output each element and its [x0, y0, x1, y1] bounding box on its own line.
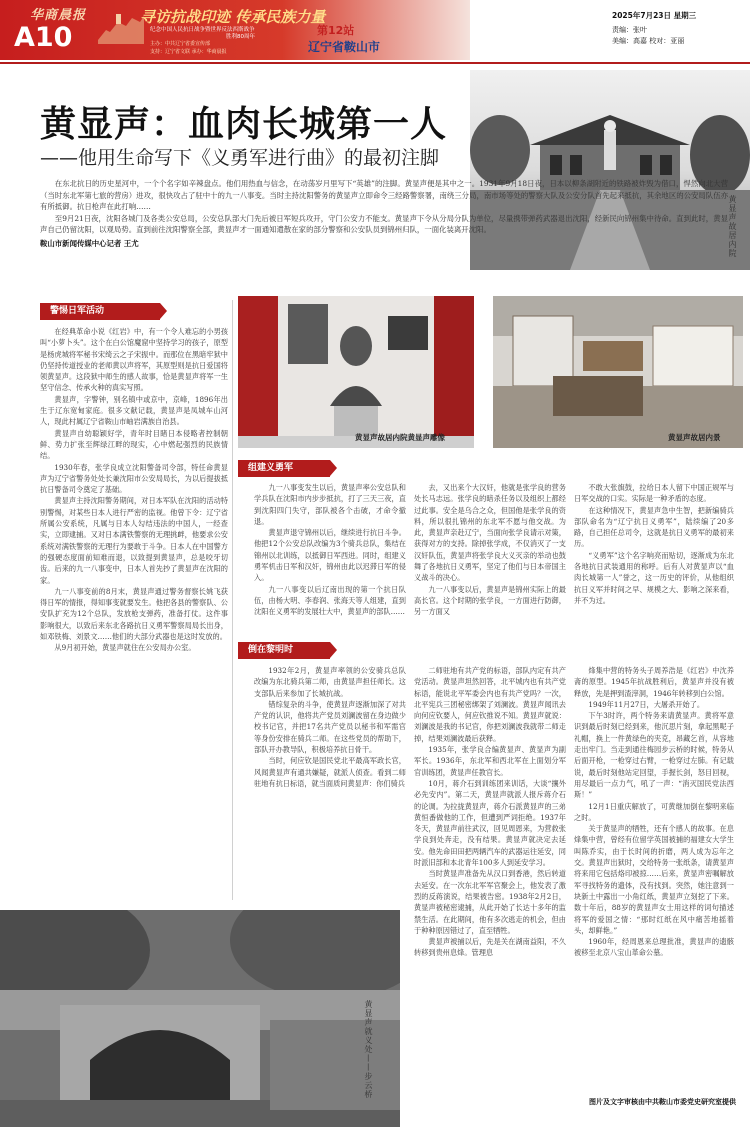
- column-3: [414, 482, 566, 642]
- paragraph: 1930年春，张学良成立沈阳警备司令部，特任命黄显声为辽宁省警务处处长兼沈阳市公安局局长，为以后提拔抵抗日警备司令奠定了基础。: [40, 462, 228, 495]
- caption-statue: 黄显声故居内院黄显声雕像: [355, 433, 445, 442]
- paragraph: 不敢大张旗鼓，拉给日本人留下中国正规军与日军交战的口实。实际是一种矛盾的态度。: [574, 483, 734, 504]
- paragraph: “义勇军”这个名字响亮而贴切，逐渐成为东北各地抗日武装通用的称呼。后有人对黄显声以“血肉长城第一人”誉之，这一历史的评价，从他组织抗日义军并时间之早、规模之大、影响之深来看，并不为过。: [574, 550, 734, 605]
- caption-interior: 黄显声故居内景: [668, 433, 721, 442]
- paragraph: 1949年11月27日，大屠杀开始了。: [588, 699, 705, 709]
- section-heading-2: 组建义勇军: [238, 460, 330, 477]
- page-number: A10: [14, 22, 73, 53]
- paragraph: 1935年，张学良合编黄显声、黄显声为副军长。1936年，东北军和西北军在上面划分军官训练团，黄显声任教官长。: [414, 745, 566, 777]
- statue-photo: [238, 296, 474, 448]
- column-7: [574, 665, 734, 1095]
- paragraph: 当时黄显声准备先从汉口到香港，然后转道去延安。在一次东北军军官聚会上，他发表了激烈的反蒋演说，结果被告密。1938年2月2日，黄显声被秘密逮捕，从此开始了长达十多年的监禁生活。在此期间，他有多次逃走的机会，但由于种种原因错过了，直至牺牲。: [414, 869, 566, 935]
- paragraph: 1960年，经周恩来总理批准，黄显声的遗骸被移至北京八宝山革命公墓。: [574, 937, 734, 958]
- lead-paragraph-2: 至9月21日夜，沈阳各城门及各类公安总局，公安总队部大门先后被日军短兵攻开，守门公安力不能支。黄显声下令从分局分队为单位，尽量携带弹药武器退出沈阳，经新民向锦州集中待命。直到此时，黄显声自己仍留沈阳，以观局势。直到前往沈阳警察全部，黄显声才一面通知遣散在家的部分警察和公安队员到锦州归队，一面化装离开沈阳。: [40, 213, 728, 234]
- column-5: [254, 665, 406, 905]
- column-2: [254, 482, 406, 642]
- byline: 鞍山市新闻传媒中心记者 王尤: [40, 238, 139, 248]
- caption-bridge: 黄显声就义处——步云桥: [364, 1000, 373, 1099]
- paragraph: 九一八事变以后辽南出现的第一个抗日队伍，由杨大明、李春润、张海天等人组建，直到沈阳在义勇军的发展壮大中，黄显声的部队……: [254, 584, 406, 617]
- paragraph: 九一八事变以后，黄显声是锦州实际上的最高长官。这个时期的张学良，一方面进行防御，另一方面又: [414, 584, 566, 617]
- paragraph: 黄显声被捕以后，先是关在湖南益阳，不久转移到贵州息烽。管理息: [414, 937, 566, 958]
- editor-line-1: 责编：张叶: [612, 26, 647, 34]
- paragraph: 在这种情况下，黄显声急中生智，把新编骑兵部队命名为“辽宁抗日义勇军”，陆续编了20多路，自己担任总司令，这就是抗日义勇军的最初来历。: [574, 505, 734, 549]
- campaign-sub4: 支持：辽宁省文联 承办：华商晨报: [150, 49, 227, 55]
- paragraph: 九一八事变发生以后，黄显声率公安总队和学兵队在沈阳市内步步抵抗，打了三天三夜，直到沈阳四门失守，部队被各个击破，才命令撤退。: [254, 483, 406, 526]
- caption-courtyard: 黄显声故居内院: [728, 195, 737, 258]
- column-4: [574, 482, 734, 642]
- paragraph: 烽集中营的特务头子周养浩是《红岩》中沈养斋的原型。1945年抗战胜利后，黄显声并没有被释放，先是押到渣滓洞，1946年转移到白公馆。: [574, 666, 734, 698]
- paragraph: 黄显声，字警钟，别名镇中或京中，京峰，1896年出生于辽东宽甸家庭。很多文献记载，黄显声是凤城车山河人，现此村属辽宁省鞍山市岫岩满族自治县。: [40, 394, 228, 427]
- column-1: [40, 326, 228, 881]
- paragraph: 下午3时许，两个特务来请黄显声。黄将军意识到最后时刻已经到来，他沉思片刻，拿起黑呢子礼帽，换上一件黄绿色的夹克，昂藏乞首，从容地走出牢门。当走到通往梅园步云桥的时候，特务从后面开枪，一枪穿过右臂，一枪穿过左肺。有记载说，最后时刻他站定回望，手握长剑，怒目回视，用尽最后一点力气，吼了一声：“消灭国民党法西斯！”: [574, 711, 734, 800]
- masthead: [0, 0, 750, 60]
- column-divider: [232, 300, 233, 900]
- paragraph: 二师驻地有共产党的标语，部队内定有共产党活动。黄显声坦然回答，北平城内也有共产党标语，能说北平军委会内也有共产党吗？一次，北平宪兵三团秘密绑架了刘澜波。黄显声闻讯去向何应钦要人，何应钦推说不知。黄显声就说：刘澜波是我的书记官，你把刘澜波我就带二师走掉，结果刘澜波最后获释。: [414, 666, 566, 743]
- campaign-title: 寻访抗战印迹 传承民族力量: [140, 8, 326, 26]
- paragraph: 黄显声主持沈阳警务期间，对日本军队在沈阳的活动特别警惕，对某些日本人进行严密的监视。他曾下令：辽宁省所属公安系统，凡属与日本人勾结违法的中国人，一经查实，立即逮捕。又对日本满铁警察的无理挑衅，他要求公安系统对满铁警察的无理行为要敢于斗争。日本人在中国警方的强硬态度面前知难而退，以致提到黄显声，总是咬牙切齿。后来的九一八事变中，日本人首先抄了黄显声在沈阳的家。: [40, 496, 228, 585]
- section-heading-3: 倒在黎明时: [238, 642, 330, 659]
- lead-block: [40, 178, 728, 249]
- paragraph: 10月，蒋介石到训练团来训话，大谈“攘外必先安内”。第二天，黄显声就派人报斥蒋介石的论调。为拉拢黄显声，蒋介石派黄显声的三弟黄恒番做他的工作，但遭到严词拒绝。1937年冬天，黄显声前往武汉，回见周恩来，为营救张学良到处奔走，没有结果。黄显声就决定去延安。他先命田田把两辆汽车的武器运往延安，同时派旧部和本北青年100多人到延安学习。: [414, 778, 566, 868]
- stop-badge: 第12站: [317, 24, 355, 37]
- section-heading-1: 警惕日军活动: [40, 303, 160, 320]
- interior-photo: [493, 296, 743, 448]
- paragraph: 错综复杂的斗争，使黄显声逐渐加深了对共产党的认识，他将共产党员刘澜波留在身边做少校书记官，并把17名共产党员以秘书和军需官等身份安排在骑兵二师。在这些党员的帮助下，部队开办教导队，积极培养抗日骨干。: [254, 699, 406, 755]
- paragraph: 关于黄显声的牺牲，还有个感人的故事。在息烽集中营，曾经有位留学英国被捕的福建女大学生叫陈乔实，由于长时间的折磨，两人成为忘年之交。黄显声出狱时，交给特务一张纸条，请黄显声将来用它包括烙印被掠……后来，黄显声密嘱解放军寻找特务的遗体，没有找到。突然，她注意到一块新土中露出一小角红纸，黄显声立刻挖了下来。数十年后，88岁的黄显声女士用这样的词句描述将军的爱国之情：“那时红纸在风中痛苦地摇着头，却鲜艳。”: [574, 824, 734, 935]
- paragraph: 黄显声退守锦州以后，继续进行抗日斗争。他把12个公安总队改编为3个骑兵总队，集结在锦州以北训练，以抵御日军西进。同时，组建义勇军机击日军和汉奸，锦州由此以迟滞日军的侵入。: [254, 528, 406, 583]
- masthead-rule: [0, 62, 750, 64]
- campaign-sub2: 胜利80周年: [226, 34, 255, 40]
- paragraph: 从9月初开始，黄显声就住在公安局办公室。: [54, 643, 196, 653]
- photo-credit: 图片及文字审核由中共鞍山市委党史研究室提供: [589, 1098, 736, 1106]
- paragraph: 12月1日重庆解放了，可黄继加倒在黎明来临之时。: [574, 801, 734, 822]
- city-name: 辽宁省鞍山市: [308, 40, 381, 54]
- paragraph: 在经典革命小说《红岩》中，有一个令人难忘的小男孩叫“小萝卜头”。这个在白公馆魔窟中坚持学习的孩子，原型是杨虎城将军秘书宋绮云之子宋振中。而那位在黑暗牢狱中仍坚持传道授业的老师黄以声将军，其原型则是抗日爱国将领黄显声。这段狱中师生的感人故事，恰是黄显声将军一生坚守信念、传承火种的真实写照。: [40, 327, 228, 393]
- bridge-photo: [0, 910, 400, 1127]
- great-wall-graphic: [96, 10, 146, 44]
- campaign-sub1: 纪念中国人民抗日战争暨世界反法西斯战争: [150, 27, 255, 33]
- date-line: 2025年7月23日 星期三: [612, 11, 697, 20]
- subheadline: ——他用生命写下《义勇军进行曲》的最初注脚: [40, 147, 440, 169]
- paragraph: 当时，何应钦是国民党北平最高军政长官，风闻黄显声有通共嫌疑，就派人侦查。看到二师驻地有抗日标语，就当面质问黄显声：你们骑兵: [254, 756, 406, 788]
- lead-paragraph-1: 在东北抗日的历史星河中，一个个名字如辛辣盘点。他们用热血与信念，在动荡岁月里写下“英雄”的注脚。黄显声便是其中之一。1931年9月18日夜，日本以柳条湖附近的铁路被炸毁为借口，悍然向北大营（当时东北军第七旅的营房）进攻，很快攻占了驻中十的九一八事变。当时主持沈阳警务的黄显声立即命令三经路警察署，南绕三分局，南市场等处的警察大队及公安分队首先起来抵抗，其余地区的公安局队伍亦有所抵御。抗日枪声在此打响……: [40, 179, 728, 211]
- campaign-sub3: 主办：中共辽宁省委宣传部: [150, 41, 211, 47]
- headline: 黄显声：血肉长城第一人: [40, 103, 448, 145]
- column-6: [414, 665, 566, 1120]
- paragraph: 1932年2月，黄显声率领的公安骑兵总队改编为东北骑兵第二师，由黄显声担任师长。这支部队后来参加了长城抗战。: [254, 666, 406, 698]
- paragraph: 九一八事变前的8月末，黄显声通过警务督察长姚飞获得日军的情报，得知事变就要发生。他把各县的警察队、公安队扩充为12个总队，发放枪支弹药，准备打仗。这件事影响很大，以致后来东北各路抗日义勇军警察局局长出身，如邓铁梅、刘景文……他们的大部分武器也是这时发放的。: [40, 586, 228, 642]
- paragraph: 黄显声自幼聪颖好学，青年时目睹日本侵略者控制朝鲜、势力扩张至辉绿江畔的现实，心中燃起强烈的民族情结。: [40, 428, 228, 461]
- paper-logo: 华商晨报: [30, 8, 87, 23]
- editor-line-2: 美编：高嘉 校对：亚丽: [612, 37, 685, 45]
- paragraph: 去，又出来个大汉奸，他就是张学良的营务处长马志远。张学良的暗杀任务以及组织上都经过此事。安全是乌合之众，但国他是张学良的资料，所以很扎锦州的东北军不愿与他交战。为此，黄显声亲赴辽宁，当面向张学良请示对策，获得对方的支持。除掉张学成，不仅消灭了一支汉奸队伍，黄显声将张学良大义灭亲的举动也鼓舞了各地抗日义勇军，坚定了他们与日本帝国主义战斗的决心。: [414, 483, 566, 583]
